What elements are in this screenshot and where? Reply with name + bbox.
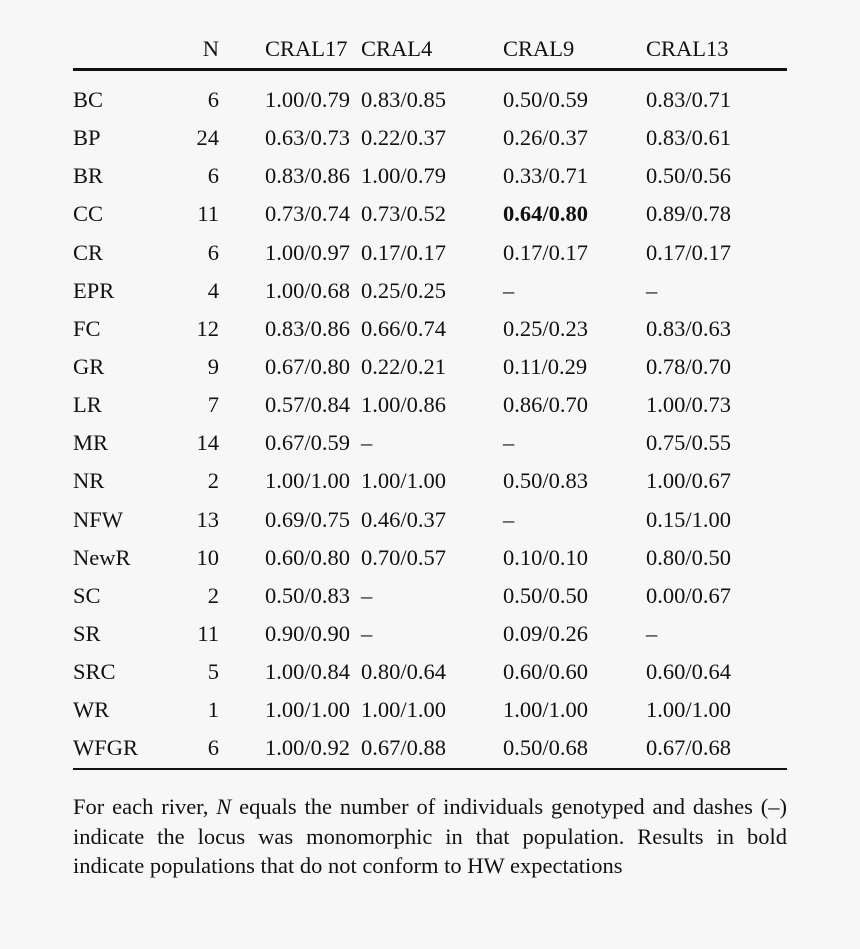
cell-river: BC xyxy=(73,87,104,113)
cell-cral9: 0.50/0.68 xyxy=(503,729,646,768)
table-row xyxy=(73,424,787,462)
cell-n: 7 xyxy=(207,392,219,418)
footnote-text-1: For each river, xyxy=(73,794,217,819)
cell-n: 11 xyxy=(197,621,219,647)
cell-river: CC xyxy=(73,201,104,227)
cell-cral13: 0.67/0.68 xyxy=(646,729,787,768)
cell-n: 13 xyxy=(196,506,219,532)
footnote-n-symbol: N xyxy=(216,794,232,819)
header-cral9: CRAL9 xyxy=(503,30,646,70)
cell-cral17: 0.67/0.80 xyxy=(265,354,351,380)
cell-n: 1 xyxy=(207,697,219,723)
cell-river: EPR xyxy=(73,277,115,303)
cell-cral4: 0.22/0.21 xyxy=(361,354,447,380)
cell-cral9: 0.64/0.80 xyxy=(503,201,589,227)
cell-cral9: 0.09/0.26 xyxy=(503,621,589,647)
cell-n: 6 xyxy=(207,87,219,113)
cell-cral13: 0.00/0.67 xyxy=(646,582,732,608)
cell-river: WR xyxy=(73,697,110,723)
table-body xyxy=(73,70,787,769)
table-row xyxy=(73,653,787,691)
cell-cral13: 0.60/0.64 xyxy=(646,659,732,685)
cell-cral4: 0.22/0.37 xyxy=(361,125,447,151)
cell-cral17: 1.00/0.97 xyxy=(265,239,351,265)
cell-river: NR xyxy=(73,468,105,494)
cell-cral4: 0.66/0.74 xyxy=(361,315,447,341)
cell-cral4: 1.00/0.79 xyxy=(361,163,447,189)
cell-n: 2 xyxy=(207,468,219,494)
cell-river: SR xyxy=(73,621,101,647)
cell-cral17: 0.60/0.80 xyxy=(265,544,351,570)
cell-cral13: 0.75/0.55 xyxy=(646,430,732,456)
cell-cral13: 0.50/0.56 xyxy=(646,163,732,189)
cell-n: 12 xyxy=(196,315,219,341)
cell-cral17: 1.00/0.84 xyxy=(265,659,351,685)
cell-cral17: 1.00/0.79 xyxy=(265,87,351,113)
cell-cral13: 1.00/1.00 xyxy=(646,697,732,723)
cell-river: BR xyxy=(73,163,104,189)
cell-cral17: 1.00/1.00 xyxy=(265,468,351,494)
cell-river: BP xyxy=(73,125,101,151)
cell-river: SRC xyxy=(73,659,116,685)
table-row xyxy=(73,348,787,386)
header-n: N xyxy=(165,30,219,70)
table-row xyxy=(73,310,787,348)
cell-cral4: 0.46/0.37 xyxy=(361,506,447,532)
cell-river: NewR xyxy=(73,544,131,570)
cell-cral9: 0.86/0.70 xyxy=(503,392,589,418)
header-cral13: CRAL13 xyxy=(646,30,787,70)
cell-river: GR xyxy=(73,354,105,380)
table-row xyxy=(73,234,787,272)
genotype-table xyxy=(73,30,787,770)
cell-cral9: 1.00/1.00 xyxy=(503,697,589,723)
table-row xyxy=(73,272,787,310)
cell-cral13: 0.83/0.63 xyxy=(646,315,732,341)
table-row xyxy=(73,729,787,768)
cell-cral9: 0.26/0.37 xyxy=(503,125,589,151)
cell-n: 6 xyxy=(207,163,219,189)
table-row xyxy=(73,157,787,195)
cell-cral13: – xyxy=(646,277,658,303)
cell-cral13: 0.80/0.50 xyxy=(646,544,732,570)
table-row xyxy=(73,577,787,615)
cell-cral4: 1.00/0.86 xyxy=(361,392,447,418)
cell-cral13: 0.17/0.17 xyxy=(646,239,732,265)
cell-cral13: 0.89/0.78 xyxy=(646,201,732,227)
cell-cral9: – xyxy=(503,506,515,532)
cell-cral4: – xyxy=(361,621,373,647)
cell-river: SC xyxy=(73,582,101,608)
cell-cral9: 0.25/0.23 xyxy=(503,315,589,341)
cell-river: FC xyxy=(73,315,101,341)
cell-cral13: 0.83/0.61 xyxy=(646,125,732,151)
table-row xyxy=(73,615,787,653)
cell-cral17: 1.00/0.68 xyxy=(265,277,351,303)
table-row xyxy=(73,539,787,577)
cell-river: NFW xyxy=(73,506,123,532)
cell-cral4: – xyxy=(361,430,373,456)
cell-cral9: 0.11/0.29 xyxy=(503,354,588,380)
cell-cral17: 0.69/0.75 xyxy=(265,506,351,532)
cell-cral17: 0.63/0.73 xyxy=(265,125,351,151)
table-spacer xyxy=(73,70,787,82)
cell-cral9: – xyxy=(503,430,515,456)
cell-cral17: 1.00/0.92 xyxy=(219,729,361,768)
cell-cral9: 0.50/0.83 xyxy=(503,468,589,494)
cell-cral17: 0.73/0.74 xyxy=(265,201,351,227)
cell-n: 24 xyxy=(196,125,219,151)
table-row xyxy=(73,81,787,119)
cell-cral4: 0.83/0.85 xyxy=(361,87,447,113)
table-row xyxy=(73,691,787,729)
cell-n: 10 xyxy=(196,544,219,570)
cell-river: LR xyxy=(73,392,102,418)
cell-cral9: – xyxy=(503,277,515,303)
header-cral4: CRAL4 xyxy=(361,30,503,70)
cell-cral4: 0.17/0.17 xyxy=(361,239,447,265)
cell-cral4: 1.00/1.00 xyxy=(361,697,447,723)
cell-cral17: 0.67/0.59 xyxy=(265,430,351,456)
cell-cral17: 0.83/0.86 xyxy=(265,163,351,189)
cell-cral17: 0.83/0.86 xyxy=(265,315,351,341)
cell-n: 5 xyxy=(207,659,219,685)
cell-cral13: 1.00/0.67 xyxy=(646,468,732,494)
cell-n: 9 xyxy=(207,354,219,380)
table-row xyxy=(73,462,787,500)
cell-cral9: 0.50/0.59 xyxy=(503,87,589,113)
cell-cral17: 0.90/0.90 xyxy=(265,621,351,647)
cell-cral17: 1.00/1.00 xyxy=(265,697,351,723)
cell-cral4: 0.67/0.88 xyxy=(361,729,503,768)
table-row xyxy=(73,195,787,233)
cell-n: 6 xyxy=(165,729,219,768)
cell-cral17: 0.50/0.83 xyxy=(265,582,351,608)
cell-cral9: 0.33/0.71 xyxy=(503,163,589,189)
cell-n: 14 xyxy=(196,430,219,456)
cell-river: MR xyxy=(73,430,109,456)
cell-river: WFGR xyxy=(73,729,165,768)
cell-cral4: – xyxy=(361,582,373,608)
cell-n: 4 xyxy=(207,277,219,303)
cell-cral9: 0.60/0.60 xyxy=(503,659,589,685)
cell-cral13: 1.00/0.73 xyxy=(646,392,732,418)
cell-cral9: 0.10/0.10 xyxy=(503,544,589,570)
cell-cral4: 0.25/0.25 xyxy=(361,277,447,303)
cell-cral4: 0.80/0.64 xyxy=(361,659,447,685)
table-header-row xyxy=(73,30,787,70)
header-river xyxy=(73,30,165,70)
footnote-text-2: equals the number of individuals genotyped and dashes (–) indicate the locus was monomorphic in that population. Results in bold indicate populations that do not conform to HW expectations xyxy=(73,794,787,878)
table-row xyxy=(73,501,787,539)
cell-cral13: – xyxy=(646,621,658,647)
cell-cral9: 0.17/0.17 xyxy=(503,239,589,265)
cell-cral17: 0.57/0.84 xyxy=(265,392,351,418)
table-row xyxy=(73,119,787,157)
header-cral17: CRAL17 xyxy=(219,30,361,70)
cell-cral4: 0.73/0.52 xyxy=(361,201,447,227)
cell-n: 2 xyxy=(207,582,219,608)
cell-cral13: 0.78/0.70 xyxy=(646,354,732,380)
cell-river: CR xyxy=(73,239,104,265)
cell-cral4: 1.00/1.00 xyxy=(361,468,447,494)
table-footnote xyxy=(73,792,787,881)
cell-n: 11 xyxy=(197,201,219,227)
table-row xyxy=(73,386,787,424)
cell-cral13: 0.83/0.71 xyxy=(646,87,732,113)
cell-cral4: 0.70/0.57 xyxy=(361,544,447,570)
cell-cral13: 0.15/1.00 xyxy=(646,506,732,532)
cell-cral9: 0.50/0.50 xyxy=(503,582,589,608)
cell-n: 6 xyxy=(207,239,219,265)
